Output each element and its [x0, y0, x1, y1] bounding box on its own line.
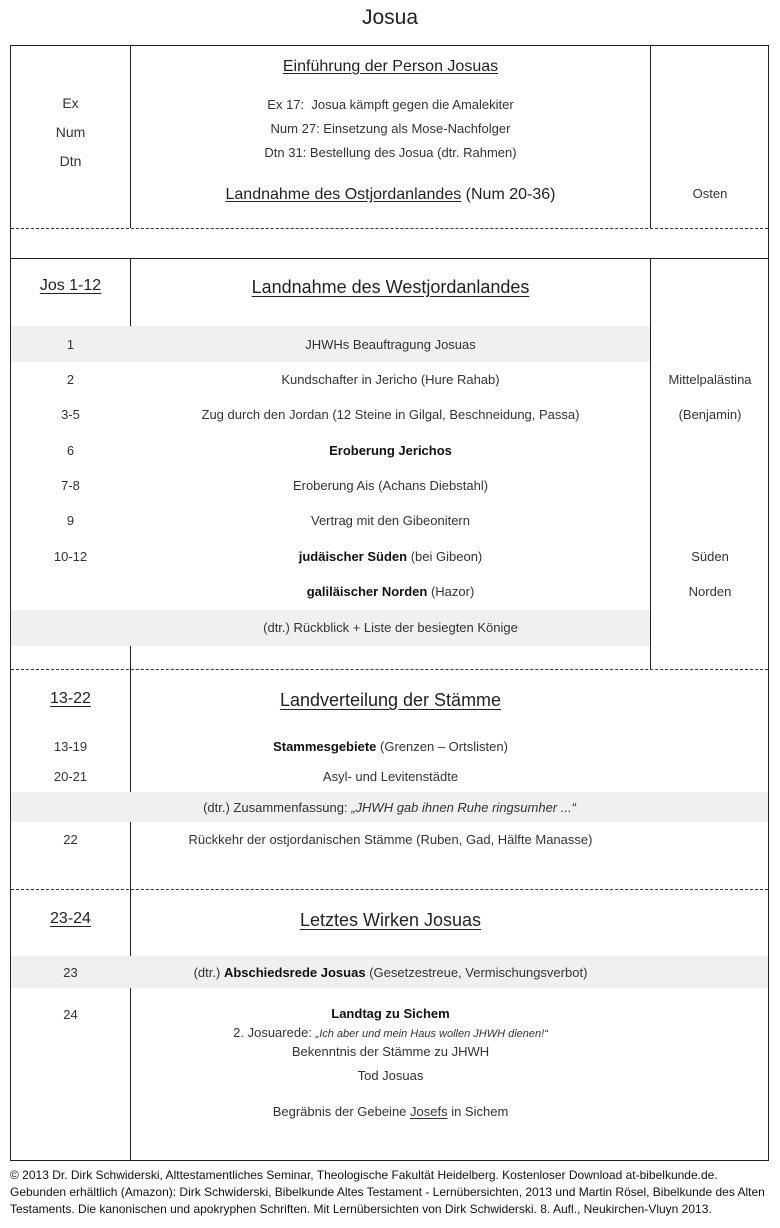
row-bold: Abschiedsrede Josuas: [223, 965, 366, 980]
summary-prefix: (dtr.) Zusammenfassung:: [203, 800, 352, 815]
page-title: Josua: [361, 6, 419, 29]
row-rest: (Gesetzestreue, Vermischungsverbot): [369, 965, 588, 980]
row24-death: Tod Josuas: [357, 1068, 424, 1083]
part3-heading: Letztes Wirken Josuas: [299, 910, 482, 930]
row-rest: (Hazor): [430, 584, 475, 599]
row-ch: 7-8: [61, 478, 80, 493]
row-ch: 13-19: [53, 739, 88, 754]
intro-item-dtn: Dtn 31: Bestellung des Josua (dtr. Rahmen): [264, 145, 517, 160]
row-text: Vertrag mit den Gibeonitern: [311, 513, 470, 528]
row-text: [131, 965, 650, 980]
intro-item-ex: Ex 17: Josua kämpft gegen die Amalekiter: [267, 97, 514, 112]
region-central: Mittelpalästina: [668, 372, 752, 387]
speech-prefix: 2. Josuarede:: [233, 1025, 316, 1040]
row-text: Asyl- und Levitenstädte: [322, 769, 459, 784]
divider-spacer: [11, 258, 768, 259]
row-bold: galiläischer Norden: [306, 584, 428, 599]
row-ch: 9: [66, 513, 75, 528]
row-ch: 3-5: [61, 407, 80, 422]
intro-book-num: Num: [55, 124, 86, 140]
row-text: JHWHs Beauftragung Josuas: [305, 337, 476, 352]
region-north: Norden: [688, 584, 732, 599]
row-text: Zug durch den Jordan (12 Steine in Gilgal, Beschneidung, Passa): [201, 407, 580, 422]
part2-ref: 13-22: [50, 690, 91, 707]
row24-speech: [131, 1025, 650, 1040]
part3-ref: 23-24: [50, 910, 91, 927]
intro-heading: Einführung der Person Josuas: [282, 58, 499, 75]
divider-intro: [11, 228, 768, 229]
speech-quote: „Ich aber und mein Haus wollen JHWH dienen!“: [315, 1028, 548, 1040]
intro-item-num: Num 27: Einsetzung als Mose-Nachfolger: [270, 121, 511, 136]
row-text: Eroberung Ais (Achans Diebstahl): [292, 478, 489, 493]
divider-part2: [11, 889, 768, 890]
burial-name: Josefs: [410, 1104, 448, 1119]
row-text: [131, 739, 650, 754]
row-text: Rückkehr der ostjordanischen Stämme (Ruben, Gad, Hälfte Manasse): [188, 832, 593, 847]
footer-copyright: © 2013 Dr. Dirk Schwiderski, Alttestamentliches Seminar, Theologische Fakultät Heidelberg. Kostenloser Download at-bibelkunde.de. Gebunden erhältlich (Amazon): Dirk Schwiderski, Bibelkunde Altes Testament - Lernübersichten, 2013 und Martin Rösel, Bibelkunde des Alten Testaments. Die kanonischen und apokryphen Schriften. Mit Lernübersichten von Dirk Schwiderski. 8. Aufl., Neukirchen-Vluyn 2013.: [10, 1168, 765, 1216]
row-rest: (bei Gibeon): [410, 549, 483, 564]
intro-book-dtn: Dtn: [59, 153, 82, 169]
row-bold: Landtag zu Sichem: [331, 1006, 450, 1021]
row-ch: 23: [63, 965, 78, 980]
row24-title: [131, 1006, 650, 1021]
burial-prefix: Begräbnis der Gebeine: [272, 1104, 411, 1119]
region-central-sub: (Benjamin): [678, 407, 742, 422]
row-ch: 1: [66, 337, 75, 352]
part1-summary: (dtr.) Rückblick + Liste der besiegten Könige: [263, 620, 518, 635]
column-line-left-c: [130, 646, 131, 669]
divider-part1: [11, 669, 768, 670]
row-rest: (Grenzen – Ortslisten): [380, 739, 508, 754]
burial-suffix: in Sichem: [447, 1104, 509, 1119]
east-ref: (Num 20-36): [465, 186, 556, 203]
summary-quote: „JHWH gab ihnen Ruhe ringsumher ...“: [351, 800, 576, 815]
part2-heading: Landverteilung der Stämme: [279, 690, 502, 710]
row-text: [131, 549, 650, 564]
row-ch: 24: [63, 1007, 78, 1022]
row-ch: 22: [63, 832, 78, 847]
row24-burial: [131, 1104, 650, 1119]
part1-ref: Jos 1-12: [39, 277, 102, 294]
table-frame: [10, 45, 769, 1161]
row-ch: 20-21: [53, 769, 88, 784]
row-text-bold: [131, 443, 650, 458]
row-ch: 6: [66, 443, 75, 458]
row-bold: Eroberung Jerichos: [329, 443, 452, 458]
east-heading-line: [131, 186, 650, 204]
intro-book-ex: Ex: [62, 95, 79, 111]
row-bold: Stammesgebiete: [273, 739, 377, 754]
row-ch: 10-12: [53, 549, 88, 564]
region-south: Süden: [691, 549, 729, 564]
row-bold: judäischer Süden: [298, 549, 408, 564]
part1-heading: Landnahme des Westjordanlandes: [251, 277, 530, 297]
row-text: [131, 584, 650, 599]
row-prefix: (dtr.): [193, 965, 224, 980]
row24-confession: Bekenntnis der Stämme zu JHWH: [291, 1044, 490, 1059]
east-heading: Landnahme des Ostjordanlandes: [225, 186, 462, 203]
region-east: Osten: [692, 186, 728, 201]
column-line-right-b: [650, 258, 651, 669]
part2-summary: [11, 800, 768, 815]
row-ch: 2: [66, 372, 75, 387]
row-text: Kundschafter in Jericho (Hure Rahab): [281, 372, 500, 387]
